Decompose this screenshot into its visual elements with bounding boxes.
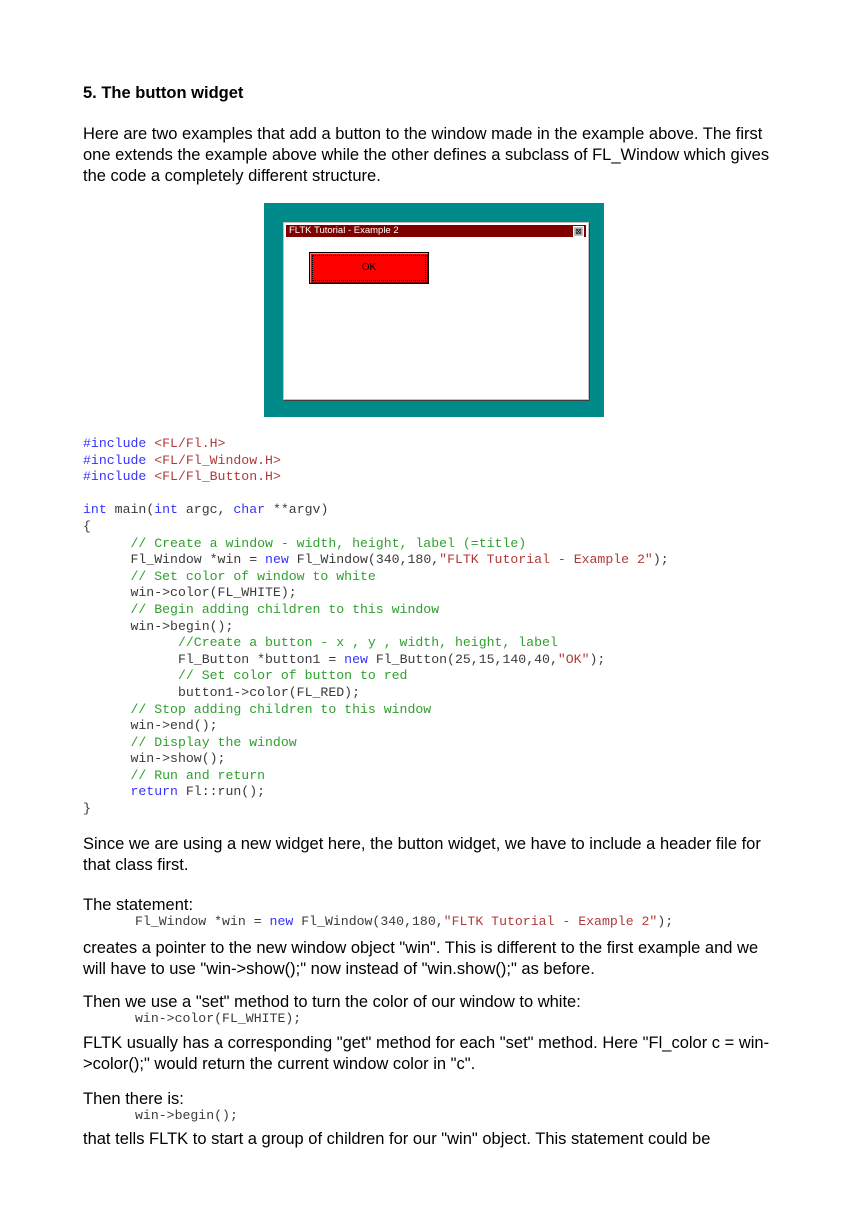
header-explanation-paragraph: Since we are using a new widget here, the button widget, we have to include a header file for that class first. bbox=[83, 835, 761, 874]
code-include-file: <FL/Fl_Window.H> bbox=[154, 452, 281, 468]
code-string: "FLTK Tutorial - Example 2" bbox=[439, 552, 653, 568]
code-include-file: <FL/Fl.H> bbox=[154, 436, 226, 451]
code-keyword: char bbox=[233, 502, 266, 518]
code-string: "OK" bbox=[557, 651, 590, 667]
code-text: ); bbox=[589, 651, 606, 667]
code-directive: #include bbox=[83, 469, 147, 485]
code-text: Fl_Window *win = bbox=[135, 914, 270, 929]
code-text: Fl_Button *button1 = bbox=[177, 651, 345, 667]
code-text: Fl_Window(340,180, bbox=[288, 552, 440, 568]
intro-paragraph: Here are two examples that add a button to the window made in the example above. The first one extends the example above while the other defines a subclass of FL_Window which gives the code a completely different structure. bbox=[83, 125, 770, 185]
code-keyword: return bbox=[130, 784, 178, 800]
code-text: win->show(); bbox=[130, 751, 226, 767]
fltk-window bbox=[283, 222, 589, 400]
inline-code-window bbox=[135, 914, 673, 930]
code-text: button1->color(FL_RED); bbox=[177, 684, 360, 700]
code-text: win->begin(); bbox=[130, 618, 234, 634]
code-text: argc, bbox=[177, 502, 234, 518]
code-comment: //Create a button - x , y , width, height, label bbox=[177, 635, 558, 651]
code-keyword: new bbox=[344, 651, 368, 667]
code-keyword: int bbox=[83, 502, 107, 518]
code-string: "FLTK Tutorial - Example 2" bbox=[443, 914, 658, 929]
code-text: win->end(); bbox=[130, 718, 218, 734]
code-comment: // Run and return bbox=[130, 767, 266, 783]
window-title: FLTK Tutorial - Example 2 bbox=[289, 225, 399, 236]
begin-explanation-paragraph: that tells FLTK to start a group of children for our "win" object. This statement could be bbox=[83, 1130, 711, 1148]
code-include-file: <FL/Fl_Button.H> bbox=[154, 469, 281, 485]
window-titlebar bbox=[286, 225, 586, 237]
code-text: Fl_Button(25,15,140,40, bbox=[367, 651, 558, 667]
code-keyword: int bbox=[154, 502, 178, 518]
code-comment: // Display the window bbox=[130, 734, 297, 750]
ok-button[interactable]: OK bbox=[309, 252, 429, 284]
close-icon[interactable]: ⊠ bbox=[573, 226, 584, 237]
code-text: ); bbox=[657, 914, 674, 929]
code-text: main( bbox=[106, 502, 155, 518]
set-method-label: Then we use a "set" method to turn the color of our window to white: bbox=[83, 993, 581, 1011]
code-text: win->color(FL_WHITE); bbox=[130, 585, 297, 601]
code-comment: // Set color of button to red bbox=[177, 668, 408, 684]
code-text: } bbox=[83, 801, 91, 817]
code-keyword: new bbox=[269, 914, 294, 929]
code-listing bbox=[83, 436, 669, 818]
code-text: { bbox=[83, 518, 91, 534]
example-screenshot bbox=[264, 203, 604, 417]
code-comment: // Begin adding children to this window bbox=[130, 601, 440, 617]
inline-code-color: win->color(FL_WHITE); bbox=[135, 1011, 302, 1026]
statement-label: The statement: bbox=[83, 896, 194, 914]
code-text: **argv) bbox=[265, 502, 329, 518]
code-directive: #include bbox=[83, 452, 147, 468]
inline-code-begin: win->begin(); bbox=[135, 1108, 238, 1123]
then-there-is-label: Then there is: bbox=[83, 1090, 184, 1108]
code-comment: // Stop adding children to this window bbox=[130, 701, 432, 717]
section-heading: 5. The button widget bbox=[83, 84, 244, 102]
code-keyword: new bbox=[265, 552, 289, 568]
code-directive: #include bbox=[83, 436, 147, 451]
code-comment: // Create a window - width, height, label (=title) bbox=[130, 535, 527, 551]
get-method-paragraph: FLTK usually has a corresponding "get" method for each "set" method. Here "Fl_color c = win->color();" would return the current window color in "c". bbox=[83, 1034, 770, 1073]
code-text: Fl_Window *win = bbox=[130, 552, 266, 568]
code-text: Fl_Window(340,180, bbox=[293, 914, 444, 929]
code-text: Fl::run(); bbox=[177, 784, 266, 800]
code-text: ); bbox=[652, 552, 669, 568]
pointer-explanation-paragraph: creates a pointer to the new window object "win". This is different to the first example and we will have to use "win->show();" now instead of "win.show();" as before. bbox=[83, 939, 759, 978]
code-comment: // Set color of window to white bbox=[130, 568, 376, 584]
